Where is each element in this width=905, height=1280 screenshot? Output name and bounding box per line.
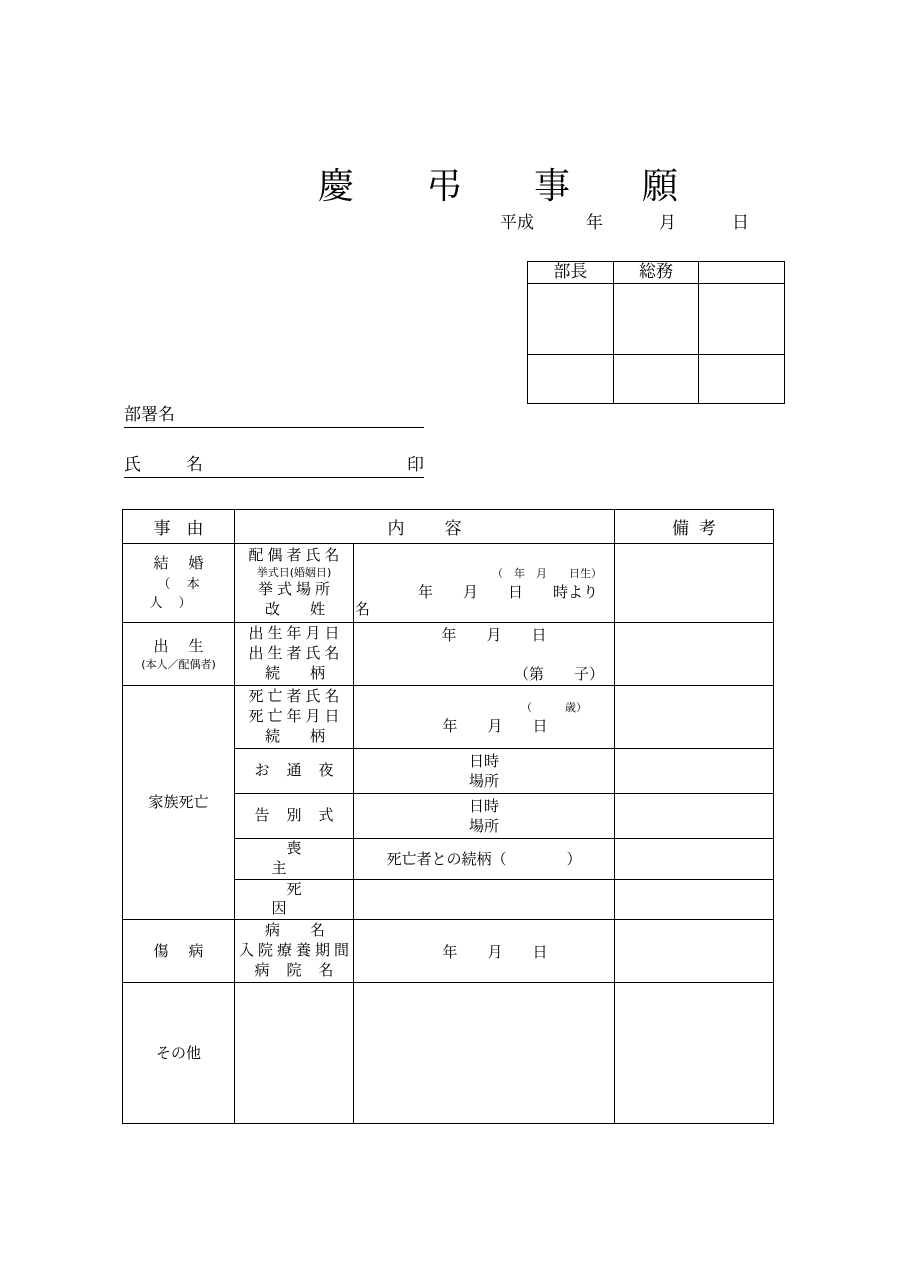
sublabels-marriage [235, 544, 401, 623]
value-death-date: 年 月 日 [442, 716, 548, 735]
value-birth[interactable] [354, 623, 615, 686]
value-deceased-age: （ 歳） [521, 700, 587, 714]
remarks-chief-mourner[interactable] [615, 839, 774, 880]
value-birth-date: 年 月 日 [441, 626, 547, 644]
sublabel-disease-name: 病名 [265, 921, 356, 940]
value-illness[interactable] [354, 920, 615, 983]
remarks-other[interactable] [615, 983, 774, 1124]
approval-stamp-cell-blank[interactable] [699, 284, 785, 355]
value-funeral[interactable] [354, 794, 615, 839]
table-row-other [123, 983, 774, 1124]
value-birth-order: （第 子） [513, 665, 604, 683]
value-wake[interactable] [354, 749, 615, 794]
reason-birth-label: 出生 [153, 636, 224, 655]
value-marriage-datetime: 年 月 日 時より [417, 582, 598, 601]
column-header-reason: 事由 [123, 510, 235, 544]
value-deceased[interactable] [354, 686, 615, 749]
approval-secondary-cell-2[interactable] [613, 355, 699, 404]
approval-secondary-cell-3[interactable] [699, 355, 785, 404]
sublabel-death-relation: 続柄 [265, 726, 356, 745]
document-date-line [500, 208, 790, 233]
era-label: 平成 [500, 213, 534, 233]
sublabel-hospital-name: 病院名 [254, 961, 351, 980]
reason-marriage-label: 結婚 [153, 554, 224, 573]
department-field[interactable] [124, 404, 424, 428]
year-label: 年 [586, 213, 603, 233]
value-funeral-place: 場所 [468, 817, 499, 835]
sublabels-illness [235, 920, 354, 983]
remarks-wake[interactable] [615, 749, 774, 794]
sublabels-deceased [235, 686, 354, 749]
approval-header-blank [699, 262, 785, 284]
approval-header-somu: 総務 [613, 262, 699, 284]
reason-birth [123, 623, 235, 686]
value-wake-place: 場所 [468, 772, 499, 790]
reason-birth-sublabel: (本人／配偶者) [141, 658, 216, 671]
reason-other-label: その他 [155, 1043, 201, 1062]
sublabel-ceremony-date: 挙式日(婚姻日) [256, 565, 332, 579]
reason-family-death-label: 家族死亡 [148, 793, 209, 812]
sublabel-birth-person-name: 出生者氏名 [248, 644, 344, 663]
reason-marriage-sublabel: （本 人） [149, 576, 245, 612]
remarks-deceased[interactable] [615, 686, 774, 749]
remarks-cause-of-death[interactable] [615, 879, 774, 920]
value-funeral-datetime: 日時 [468, 796, 499, 815]
table-row-birth [123, 623, 774, 686]
approval-header-bucho: 部長 [528, 262, 614, 284]
sublabel-birth-date: 出生年月日 [248, 624, 344, 643]
value-cause-of-death[interactable] [354, 879, 615, 920]
value-illness-date: 年 月 日 [442, 942, 548, 961]
approval-stamp-cell-somu[interactable] [613, 284, 699, 355]
sublabel-spouse-name: 配偶者氏名 [248, 546, 344, 565]
sublabel-name-change: 改姓名 [265, 600, 401, 619]
value-other[interactable] [354, 983, 615, 1124]
reason-illness [123, 920, 235, 983]
table-header-row [123, 510, 774, 544]
name-label: 氏 名 [124, 455, 217, 475]
reason-family-death [123, 686, 235, 920]
remarks-marriage[interactable] [615, 544, 774, 623]
approval-secondary-cell-1[interactable] [528, 355, 614, 404]
sublabel-funeral: 告別式 [235, 794, 354, 839]
value-marriage-birthdate: （ 年 月 日生） [492, 566, 602, 580]
sublabel-hospitalization-period: 入院療養期間 [239, 941, 354, 960]
department-label: 部署名 [124, 405, 175, 425]
approval-stamp-cell-bucho[interactable] [528, 284, 614, 355]
sublabels-other [235, 983, 354, 1124]
approval-secondary-row [528, 355, 785, 404]
table-row-illness [123, 920, 774, 983]
reason-other [123, 983, 235, 1124]
column-header-content: 内容 [235, 510, 615, 544]
value-chief-mourner[interactable]: 死亡者との続柄（ ） [354, 839, 615, 880]
table-row-family-death-info [123, 686, 774, 749]
sublabel-wake: お通夜 [235, 749, 354, 794]
sublabel-deceased-name: 死亡者氏名 [248, 687, 344, 706]
month-label: 月 [659, 213, 676, 233]
remarks-funeral[interactable] [615, 794, 774, 839]
table-row-marriage [123, 544, 774, 623]
sublabels-birth [235, 623, 354, 686]
page-title: 慶 弔 事 願 [318, 166, 697, 207]
day-label: 日 [732, 213, 749, 233]
approval-header-row [528, 262, 785, 284]
remarks-birth[interactable] [615, 623, 774, 686]
sublabel-cause-of-death: 死因 [235, 879, 354, 920]
sublabel-death-date: 死亡年月日 [248, 707, 344, 726]
sublabel-chief-mourner: 喪主 [235, 839, 354, 880]
name-field[interactable] [124, 454, 424, 478]
value-wake-datetime: 日時 [468, 751, 499, 770]
remarks-illness[interactable] [615, 920, 774, 983]
sublabel-birth-relation: 続柄 [265, 663, 356, 682]
approval-stamp-row [528, 284, 785, 355]
value-marriage[interactable] [354, 544, 615, 623]
sublabel-ceremony-place: 挙式場所 [257, 580, 334, 599]
reason-illness-label: 傷病 [153, 941, 224, 960]
column-header-remarks: 備考 [615, 510, 774, 544]
approval-stamp-box [527, 261, 785, 404]
seal-label: 印 [407, 455, 424, 475]
main-form-table [122, 509, 774, 1124]
reason-marriage [123, 544, 245, 623]
